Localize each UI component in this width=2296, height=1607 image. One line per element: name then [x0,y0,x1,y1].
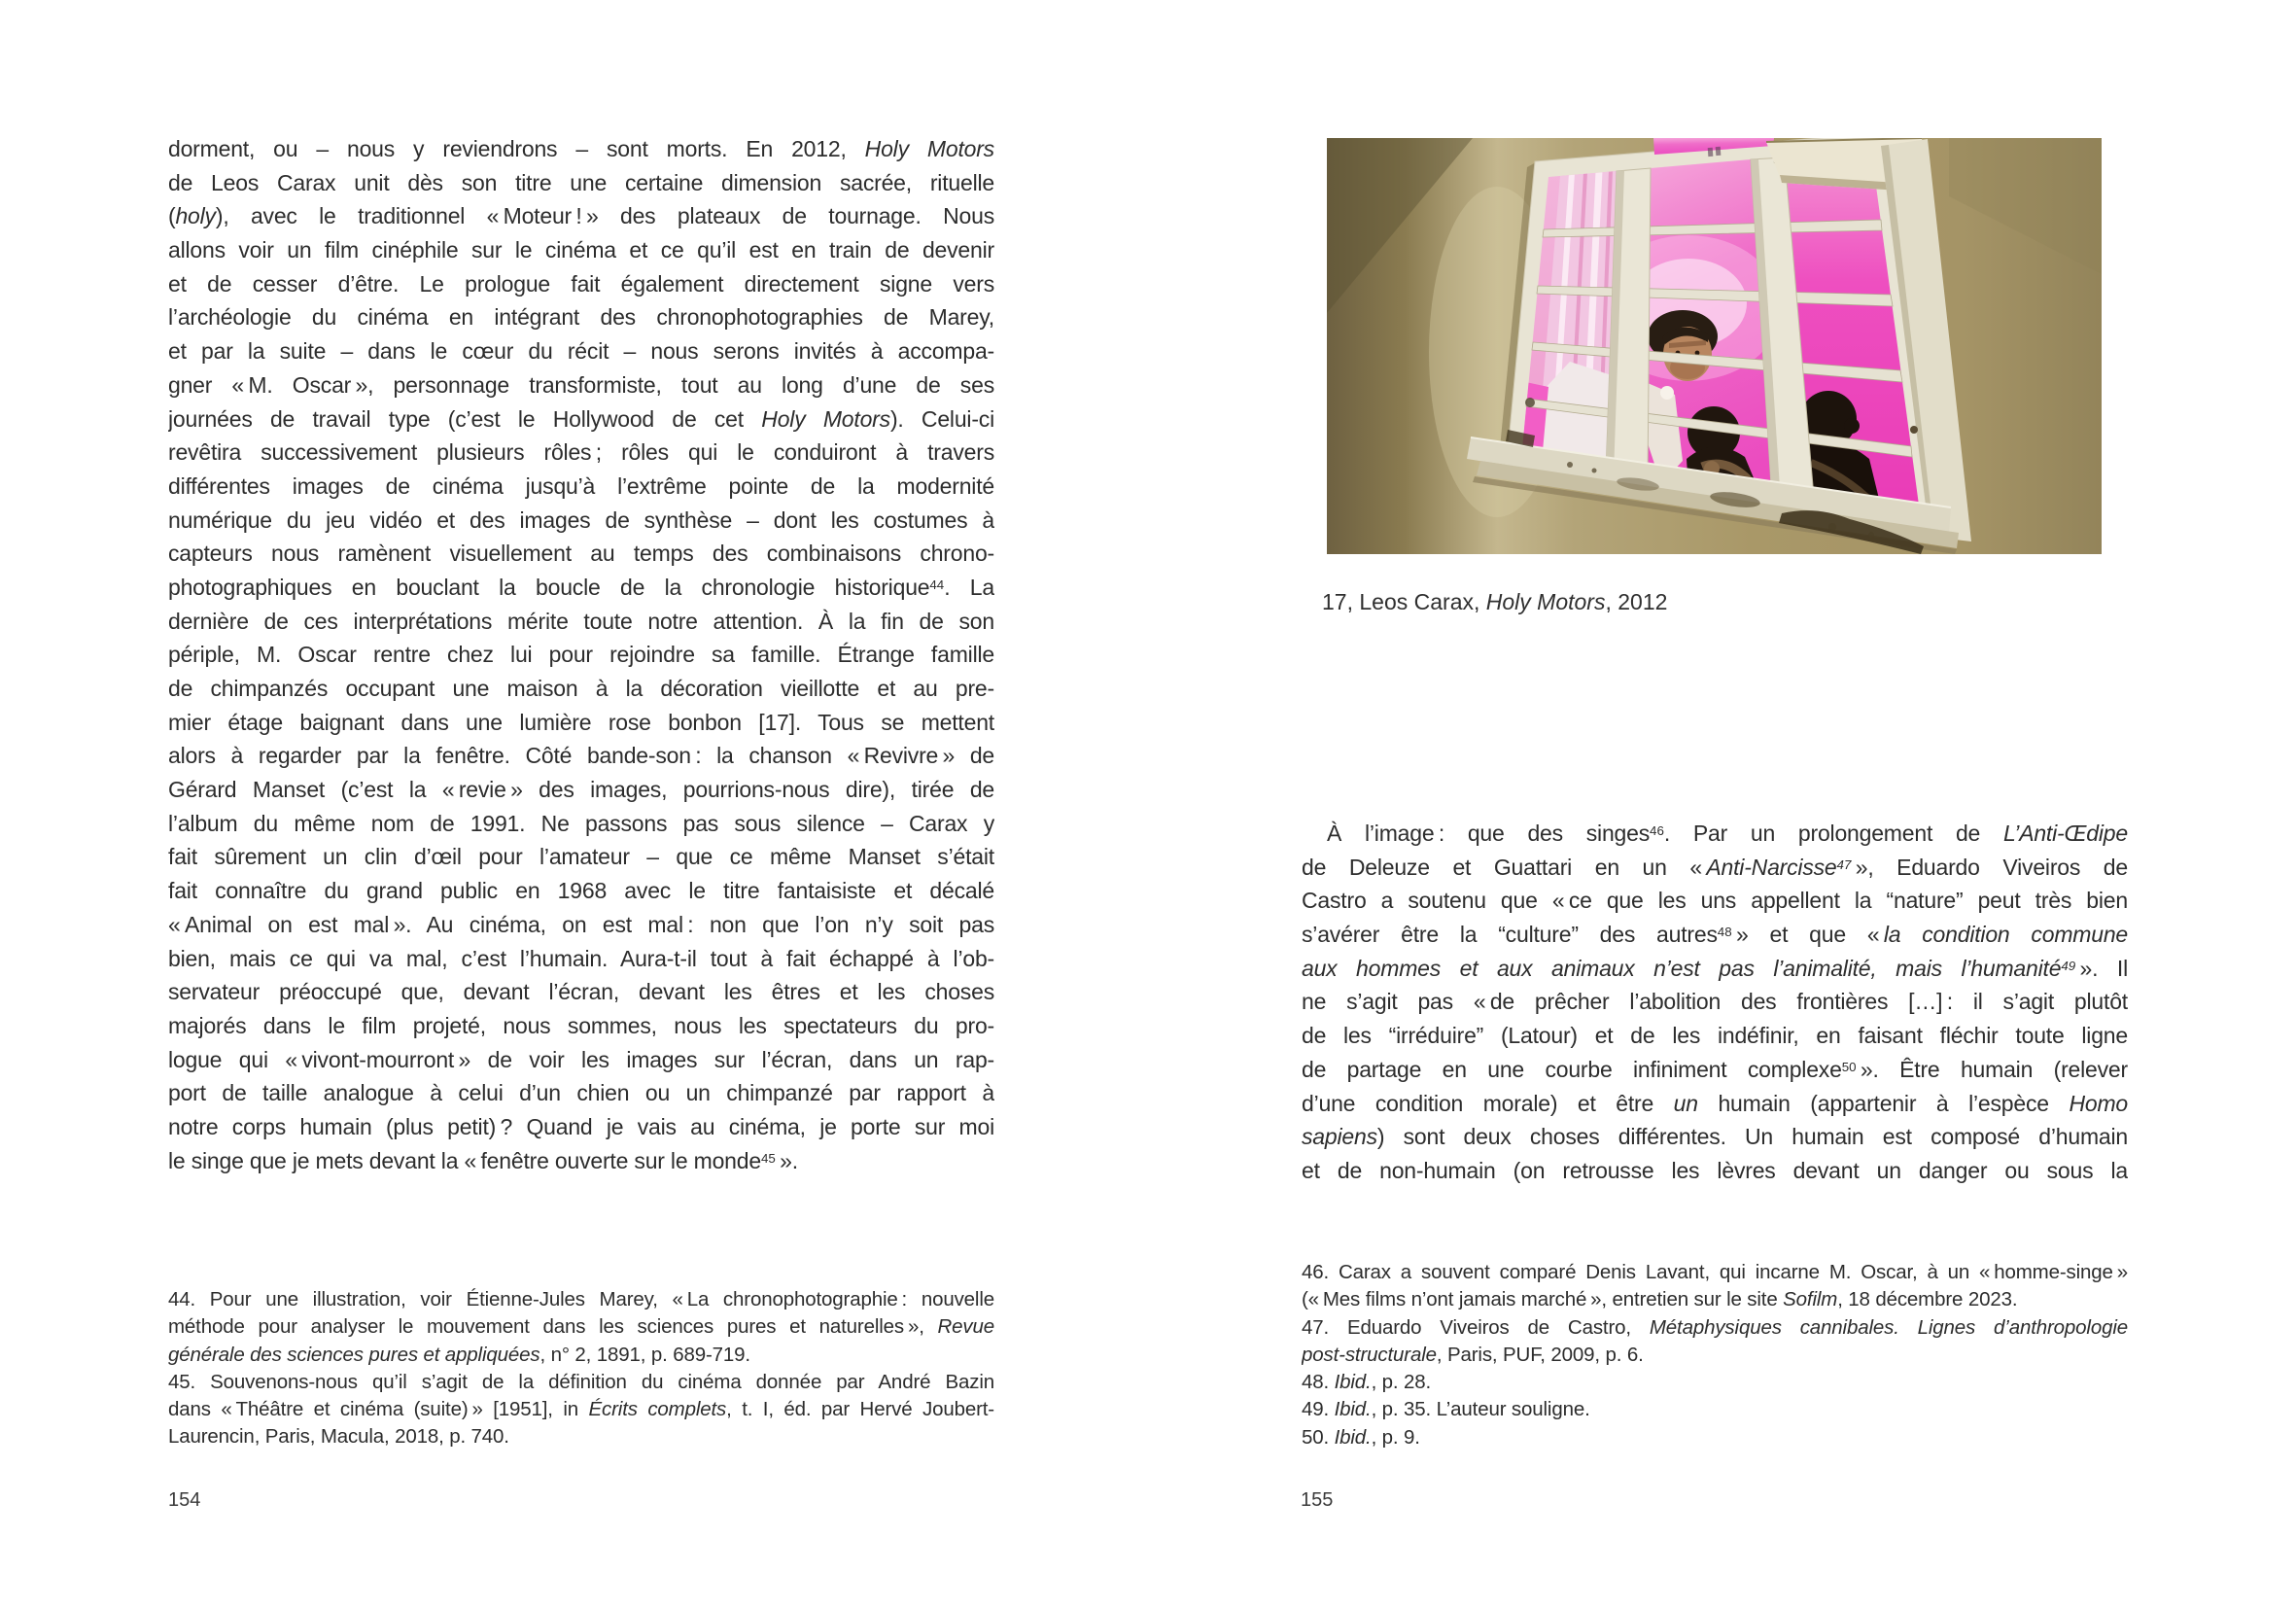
text-segment: et de cesser d’être. Le prologue fait également directement signe vers [168,270,994,297]
text-segment: de Deleuze et Guattari en un « [1302,854,1707,880]
text-segment: » et que « [1731,922,1884,948]
text-line [168,537,994,571]
text-segment: de partage en une courbe infiniment complexe [1302,1056,1842,1082]
text-segment: 47. Eduardo Viveiros de Castro, [1302,1315,1650,1339]
text-segment: Castro a soutenu que « ce que les uns appellent la “nature” peut très bien [1302,888,2128,914]
text-segment: À l’image : que des singes [1327,821,1651,846]
text-segment: Revue [937,1315,994,1339]
text-line [1302,1396,2128,1423]
text-segment: revêtira successivement plusieurs rôles ; rôles qui le conduiront à travers [168,439,994,466]
text-line [168,300,994,334]
text-segment: périple, M. Oscar rentre chez lui pour rejoindre sa famille. Étrange famille [168,642,994,668]
text-line [168,1043,994,1077]
text-segment: 49. [1302,1398,1335,1421]
text-line [168,1286,994,1313]
text-segment: générale des sciences pures et appliquées [168,1343,540,1366]
text-line [1322,587,2129,616]
text-segment: . La [944,574,994,600]
text-segment: , p. 28. [1371,1371,1432,1394]
text-line [168,1076,994,1110]
wall-mark [1525,398,1535,407]
text-segment: méthode pour analyser le mouvement dans les sciences pures et naturelles », [168,1315,938,1339]
footnote-reference: 44 [929,576,945,592]
text-segment: L’Anti-Œdipe [2002,821,2128,846]
text-segment: numérique du jeu vidéo et des images de synthèse – dont les costumes à [168,507,994,533]
text-segment: allons voir un film cinéphile sur le cinéma et ce qu’il est en train de devenir [168,237,994,263]
text-segment: mier étage baignant dans une lumière rose bonbon [17]. Tous se mettent [168,709,994,735]
text-line [168,1342,994,1369]
figure-caption [1322,587,2129,616]
text-segment: Holy Motors [761,405,890,432]
text-segment: ), avec le traditionnel « Moteur ! » des plateaux de tournage. Nous [215,203,994,229]
text-line [168,739,994,773]
text-line [168,267,994,301]
text-segment: le singe que je mets devant la « fenêtre ouverte sur le monde [168,1147,761,1173]
text-line [168,706,994,740]
text-segment: ». [775,1147,798,1173]
text-segment: ). Celui-ci [889,405,994,432]
text-segment: sapiens [1302,1124,1377,1150]
text-line [168,605,994,639]
text-line [1302,817,2128,851]
text-segment: holy [175,203,216,229]
text-segment: , p. 9. [1371,1425,1420,1449]
text-segment: Ibid. [1334,1425,1372,1449]
text-line [1302,1053,2128,1087]
footnote-reference: 48 [1717,925,1732,940]
text-segment: un [1673,1090,1698,1116]
text-line [1302,1424,2128,1451]
text-line [1302,1019,2128,1053]
text-line [1302,1314,2128,1342]
text-line [168,1110,994,1144]
text-segment: et par la suite – dans le cœur du récit – nous serons invités à accompa- [168,338,994,365]
text-segment: 48. [1302,1371,1335,1394]
text-line [168,571,994,605]
text-segment: majorés dans le film projeté, nous sommes, nous les spectateurs du pro- [168,1012,994,1038]
text-segment: (« Mes films n’ont jamais marché », entretien sur le site [1302,1288,1784,1311]
text-line [168,908,994,942]
text-line [168,1009,994,1043]
text-line [168,402,994,437]
text-line [168,132,994,166]
text-line [1302,884,2128,918]
text-line [1302,1369,2128,1396]
text-line [168,1144,994,1178]
text-line [168,166,994,200]
text-line [1302,1259,2128,1286]
text-segment: Holy Motors [1485,589,1606,614]
text-segment: alors à regarder par la fenêtre. Côté bande-son : la chanson « Revivre » de [168,743,994,769]
text-segment: humain (appartenir à l’espèce [1697,1090,2070,1116]
text-line [168,874,994,908]
text-segment: 44. Pour une illustration, voir Étienne-Jules Marey, « La chronophotographie : nouvelle [168,1288,994,1310]
text-line [168,1369,994,1396]
text-segment: port de taille analogue à celui d’un chien ou un chimpanzé par rapport à [168,1080,994,1106]
text-segment: capteurs nous ramènent visuellement au temps des combinaisons chrono- [168,541,994,567]
text-segment: et de non-humain (on retrousse les lèvres devant un danger ou sous la [1302,1157,2128,1183]
text-segment: Anti-Narcisse [1706,854,1837,880]
text-segment: l’album du même nom de 1991. Ne passons pas sous silence – Carax y [168,810,994,836]
text-segment: 46. Carax a souvent comparé Denis Lavant, qui incarne M. Oscar, à un « homme-singe » [1302,1261,2128,1283]
text-segment: journées de travail type (c’est le Hollywood de cet [168,405,762,432]
text-line [168,773,994,807]
text-segment: ». Être humain (relever [1856,1056,2128,1082]
text-line [168,1396,994,1423]
text-segment: , 18 décembre 2023. [1837,1288,2018,1311]
text-segment: aux hommes et aux animaux n’est pas l’animalité, mais l’humanité [1302,955,2062,981]
text-line [168,470,994,504]
footnote-reference: 47 [1836,856,1852,872]
text-segment: Écrits complets [588,1398,727,1421]
text-line [1302,1342,2128,1369]
text-segment: de les “irréduire” (Latour) et de les indéfinir, en faisant fléchir toute ligne [1302,1023,2128,1049]
window-latch [1910,426,1918,434]
text-segment: Ibid. [1334,1398,1372,1421]
text-segment: Gérard Manset (c’est la « revie » des images, pourrions-nous dire), tirée de [168,777,994,803]
text-segment: l’archéologie du cinéma en intégrant des chronophotographies de Marey, [168,304,994,331]
text-line [168,672,994,706]
footnotes-left [168,1286,994,1451]
text-line [168,233,994,267]
text-line [168,975,994,1009]
text-segment: Ibid. [1334,1371,1372,1394]
text-segment: dans « Théâtre et cinéma (suite) » [1951], in [168,1398,589,1421]
text-segment: , 2012 [1605,589,1668,614]
text-line [1302,985,2128,1019]
text-line [168,334,994,368]
text-segment: notre corps humain (plus petit) ? Quand je vais au cinéma, je porte sur moi [168,1113,994,1139]
page-number-right: 155 [1301,1489,1334,1511]
text-segment: s’avérer être la “culture” des autres [1302,922,1718,948]
text-segment: fait connaître du grand public en 1968 avec le titre fantaisiste et décalé [168,878,994,904]
text-line [1302,952,2128,986]
text-line [1302,851,2128,885]
text-line [168,504,994,538]
text-line [168,1313,994,1341]
text-segment: fait sûrement un clin d’œil pour l’amateur – que ce même Manset s’était [168,844,994,870]
text-segment: de chimpanzés occupant une maison à la décoration vieillotte et au pre- [168,676,994,701]
text-segment: ne s’agit pas « de prêcher l’abolition des frontières […] : il s’agit plutôt [1302,989,2128,1015]
text-segment: 50. [1302,1425,1335,1449]
text-segment: 17, Leos Carax, [1322,589,1486,614]
text-line [1302,918,2128,952]
footnote-reference: 49 [2061,958,2076,973]
film-still-image [1327,138,2102,554]
text-segment: Holy Motors [864,136,994,161]
text-segment: . Par un prolongement de [1663,821,2003,846]
text-segment: la condition commune [1883,922,2128,948]
figure-holy-motors-still [1327,138,2102,554]
text-segment: , Paris, PUF, 2009, p. 6. [1436,1343,1644,1366]
text-segment: post-structurale [1302,1343,1437,1366]
footnote-reference: 50 [1841,1059,1857,1074]
text-segment: d’une condition morale) et être [1302,1090,1674,1116]
text-segment: ) sont deux choses différentes. Un humain est composé d’humain [1376,1124,2128,1150]
text-line [168,199,994,233]
text-segment: servateur préoccupé que, devant l’écran, devant les êtres et les choses [168,979,994,1005]
body-text-right [1302,817,2128,1188]
text-segment: , p. 35. L’auteur souligne. [1371,1398,1590,1421]
text-line [168,942,994,976]
footnote-reference: 45 [760,1150,776,1166]
page-number-left: 154 [168,1489,201,1511]
text-segment: différentes images de cinéma jusqu’à l’extrême pointe de la modernité [168,472,994,499]
text-segment: », Eduardo Viveiros de [1851,854,2128,880]
text-line [168,368,994,402]
text-line [1302,1120,2128,1154]
footnote-reference: 46 [1650,823,1664,838]
text-line [168,638,994,672]
text-segment: gner « M. Oscar », personnage transformiste, tout au long d’une de ses [168,371,994,398]
text-segment: photographiques en bouclant la boucle de la chronologie historique [168,574,930,600]
text-segment: dernière de ces interprétations mérite toute notre attention. À la fin de son [168,608,994,634]
body-text-left [168,132,994,1177]
text-line [1302,1087,2128,1121]
text-line [168,436,994,470]
text-line [1302,1286,2128,1313]
text-line [168,840,994,874]
text-segment: , n° 2, 1891, p. 689-719. [539,1343,750,1366]
text-segment: Métaphysiques cannibales. Lignes d’anthropologie [1649,1315,2128,1339]
text-segment: « Animal on est mal ». Au cinéma, on est mal : non que l’on n’y soit pas [168,911,994,937]
text-segment: Sofilm [1783,1288,1838,1311]
text-segment: dorment, ou – nous y reviendrons – sont morts. En 2012, [168,136,865,161]
text-segment: , t. I, éd. par Hervé Joubert- [726,1398,994,1421]
text-segment: bien, mais ce qui va mal, c’est l’humain. Aura-t-il tout à fait échappé à l’ob- [168,945,994,971]
text-segment: logue qui « vivont-mourront » de voir les images sur l’écran, dans un rap- [168,1046,994,1072]
text-segment: de Leos Carax unit dès son titre une certaine dimension sacrée, rituelle [168,169,994,195]
text-segment: ( [168,203,176,229]
footnotes-right [1302,1259,2128,1451]
text-line [168,1423,994,1450]
text-line [1302,1154,2128,1188]
text-line [168,807,994,841]
text-segment: Homo [2069,1090,2128,1116]
text-segment: Laurencin, Paris, Macula, 2018, p. 740. [168,1425,509,1449]
text-segment: 45. Souvenons-nous qu’il s’agit de la définition du cinéma donnée par André Bazin [168,1370,994,1393]
text-segment: ». Il [2075,955,2128,981]
